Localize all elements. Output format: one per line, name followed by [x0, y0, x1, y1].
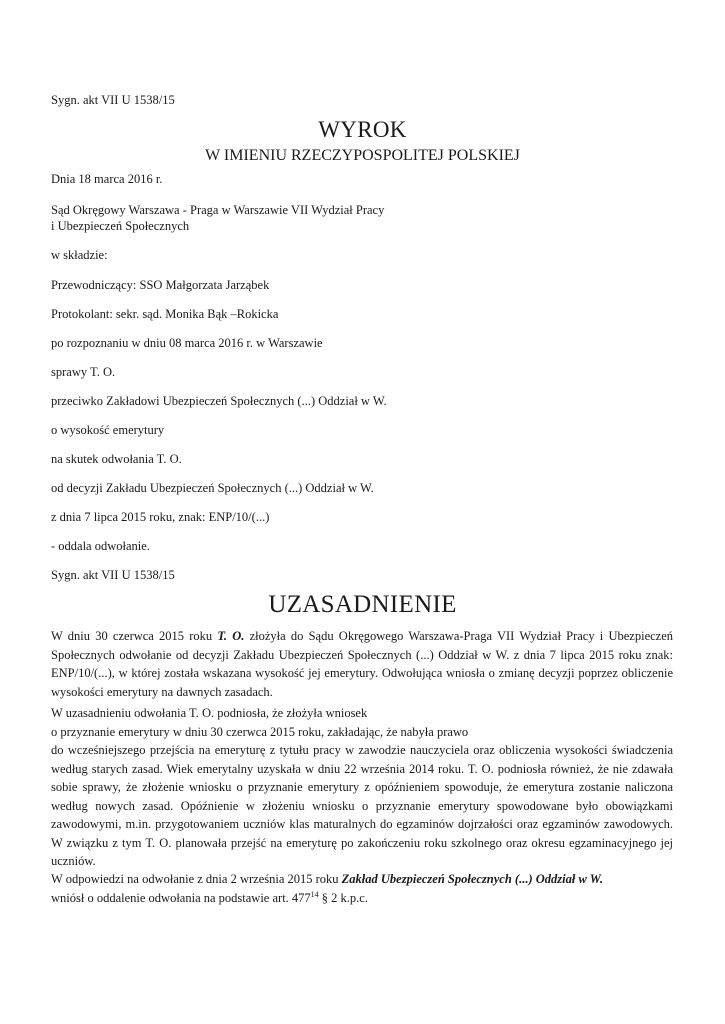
p2-line-1: W uzasadnieniu odwołania T. O. podniosła, że złożyła wniosek	[51, 706, 368, 720]
case-number-top: Sygn. akt VII U 1538/15	[51, 93, 175, 107]
opposing-party: przeciwko Zakładowi Ubezpieczeń Społecznych (...) Oddział w W.	[51, 394, 387, 408]
hearing-info: po rozpoznaniu w dniu 08 marca 2016 r. w Warszawie	[51, 336, 323, 350]
justification-paragraph-1	[51, 627, 673, 701]
p2-line-2: o przyznanie emerytury w dniu 30 czerwca 2015 roku, zakładając, że nabyła prawo	[51, 724, 469, 739]
verdict-date: Dnia 18 marca 2016 r.	[51, 172, 163, 186]
presiding-judge: Przewodniczący: SSO Małgorzata Jarząbek	[51, 278, 270, 292]
court-clerk: Protokolant: sekr. sąd. Monika Bąk –Rokicka	[51, 307, 279, 321]
court-name-line2: i Ubezpieczeń Społecznych	[51, 219, 190, 233]
respondent-entity: Zakład Ubezpieczeń Społecznych (...) Oddział w W.	[341, 872, 603, 886]
p2-rest: do wcześniejszego przejścia na emeryturę z tytułu pracy w zawodzie nauczyciela oraz obliczenia wysokości świadczenia według starych zasad. Wiek emerytalny uzyskała w dniu 22 września 2014 roku. T. O. podniosła również, że nie zdawała sobie sprawy, że złożenie wniosku o przyznanie emerytury z opóźnieniem spowoduje, że emerytura zostanie naliczona według nowych zasad. Opóźnienie w złożeniu wniosku o przyznanie emerytury spowodowane było obowiązkami zawodowymi, m.in. przygotowaniem uczniów klas maturalnych do egzaminów dojrzałości oraz egzaminów zawodowych. W związku z tym T. O. planowała przejść na emeryturę po zakończeniu roku szkolnego oraz okresu egzaminacyjnego jej uczniów.	[51, 743, 673, 868]
case-party: sprawy T. O.	[51, 365, 116, 379]
article-superscript: 14	[310, 889, 319, 899]
p1-text-end: złożyła do Sądu Okręgowego Warszawa-Praga VII Wydział Pracy i Ubezpieczeń Społecznych odwołanie od decyzji Zakładu Ubezpieczeń Społecznych (...) Oddział w W. z dnia 7 lipca 2015 roku znak: ENP/10/(...), w której została wskazana wysokość jej emerytury. Odwołująca wniosła o zmianę decyzji poprzez obliczenie wysokości emerytury na dawnych zasadach.	[51, 629, 674, 699]
p1-text-start: W dniu 30 czerwca 2015 roku	[51, 629, 218, 643]
appeal-info: na skutek odwołania T. O.	[51, 452, 182, 466]
appellant-name: T. O.	[217, 629, 245, 643]
court-name-line1: Sąd Okręgowy Warszawa - Praga w Warszawie VII Wydział Pracy	[51, 203, 385, 217]
justification-paragraph-3	[51, 870, 673, 907]
decision-date: z dnia 7 lipca 2015 roku, znak: ENP/10/(...)	[51, 510, 270, 524]
composition-label: w składzie:	[51, 248, 108, 262]
verdict-subtitle: W IMIENIU RZECZYPOSPOLITEJ POLSKIEJ	[205, 147, 520, 164]
justification-paragraph-2	[51, 704, 673, 871]
ruling: - oddala odwołanie.	[51, 539, 150, 553]
case-subject: o wysokość emerytury	[51, 423, 165, 437]
appealed-decision: od decyzji Zakładu Ubezpieczeń Społecznych (...) Oddział w W.	[51, 481, 374, 495]
p3-text-start: W odpowiedzi na odwołanie z dnia 2 września 2015 roku	[51, 872, 342, 886]
p3-text-end: § 2 k.p.c.	[318, 890, 368, 905]
verdict-title: WYROK	[318, 117, 407, 142]
case-number-bottom: Sygn. akt VII U 1538/15	[51, 568, 175, 582]
p3-text-mid: wniósł o oddalenie odwołania na podstawie art. 477	[51, 890, 311, 905]
justification-title: UZASADNIENIE	[268, 591, 457, 618]
